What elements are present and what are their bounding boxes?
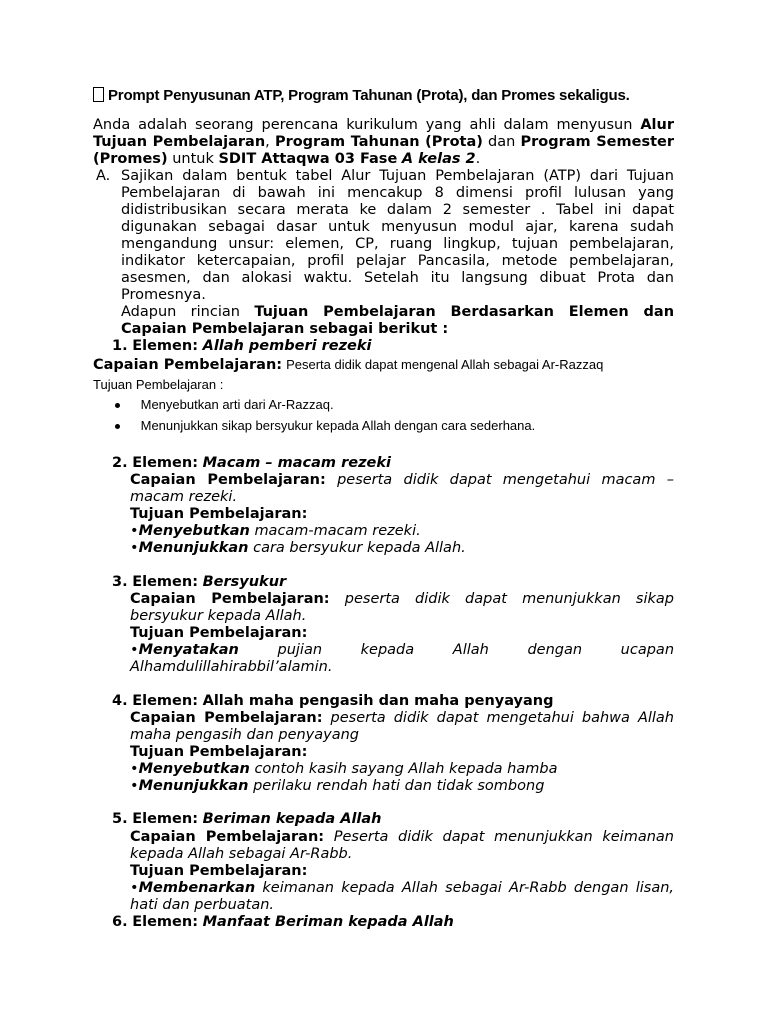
- elemen-4-prefix: Elemen:: [132, 693, 198, 709]
- intro-bold-4: SDIT Attaqwa 03 Fase: [218, 151, 398, 167]
- elemen-1-tp-item-1: [115, 397, 334, 413]
- elemen-4-tp-item-1: •Menyebutkan contoh kasih sayang Allah kepada hamba: [130, 761, 558, 777]
- elemen-3-number: 3.: [112, 574, 128, 590]
- section-a-adapun: [121, 304, 674, 338]
- intro-text-5: .: [475, 151, 481, 167]
- elemen-4-name: Allah maha pengasih dan maha penyayang: [202, 693, 554, 709]
- elemen-3-cp: [130, 591, 674, 625]
- elemen-1-tp-item-2: [115, 418, 535, 434]
- elemen-2-tp-item-2: •Menunjukkan cara bersyukur kepada Allah.: [130, 540, 466, 556]
- adapun-bold: Tujuan Pembelajaran Berdasarkan Elemen dan Capaian Pembelajaran sebagai berikut :: [121, 304, 675, 337]
- tp-rest: perilaku rendah hati dan tidak sombong: [253, 778, 545, 794]
- tp-rest: arti dari Ar-Razzaq.: [222, 397, 334, 412]
- elemen-5-number: 5.: [112, 811, 128, 827]
- elemen-2-heading: [112, 455, 391, 472]
- tp-label: Tujuan Pembelajaran:: [130, 863, 308, 879]
- intro-text-1: Anda adalah seorang perencana kurikulum yang ahli dalam menyusun: [93, 117, 633, 133]
- elemen-6-number: 6.: [112, 914, 128, 930]
- prompt-heading: [93, 87, 630, 104]
- elemen-4-number: 4.: [112, 693, 128, 709]
- tp-rest: cara bersyukur kepada Allah.: [253, 540, 466, 556]
- bullet-icon: [115, 403, 120, 408]
- elemen-1-heading: [112, 338, 372, 355]
- elemen-3-cp-text: peserta didik dapat menunjukkan sikap bersyukur kepada Allah.: [130, 591, 674, 624]
- elemen-2-prefix: Elemen:: [132, 455, 198, 471]
- tp-rest: pujian kepada Allah dengan ucapan Alhamdulillahirabbil’alamin.: [130, 642, 675, 675]
- elemen-3-heading: [112, 574, 286, 591]
- elemen-3-tp-label: [130, 625, 307, 642]
- intro-bold-1: Alur Tujuan Pembelajaran: [93, 117, 674, 150]
- adapun-text: Adapun rincian: [121, 304, 240, 320]
- elemen-3-cp-label: Capaian Pembelajaran:: [130, 591, 330, 607]
- elemen-2-tp-label: [130, 506, 307, 523]
- elemen-2-name: Macam – macam rezeki: [202, 455, 391, 471]
- tp-label: Tujuan Pembelajaran:: [130, 744, 308, 760]
- missing-glyph-icon: [93, 87, 104, 102]
- elemen-1-tp-label: Tujuan Pembelajaran :: [93, 377, 224, 392]
- tp-rest: macam-macam rezeki.: [254, 523, 421, 539]
- intro-text-4: untuk: [172, 151, 214, 167]
- elemen-4-cp: [130, 710, 674, 744]
- tp-verb: Menyebutkan: [138, 761, 250, 777]
- elemen-2-cp: [130, 472, 674, 506]
- bullet-icon: [115, 424, 120, 429]
- elemen-1-number: 1.: [112, 338, 128, 354]
- elemen-1-cp: [93, 356, 603, 374]
- intro-text-3: dan: [488, 134, 516, 150]
- elemen-4-heading: [112, 693, 554, 710]
- elemen-2-number: 2.: [112, 455, 128, 471]
- elemen-6-prefix: Elemen:: [132, 914, 198, 930]
- tp-verb: Menunjukkan: [138, 540, 249, 556]
- section-a-text: Sajikan dalam bentuk tabel Alur Tujuan Pembelajaran (ATP) dari Tujuan Pembelajaran di bawah ini mencakup 8 dimensi profil lulusan yang didistribusikan secara merata ke dalam 2 semester . Tabel ini dapat digunakan sebagai dasar untuk menyusun modul ajar, karena sudah mengandung unsur: elemen, CP, ruang lingkup, tujuan pembelajaran, indikator ketercapaian, profil pelajar Pancasila, metode pembelajaran, asesmen, dan alokasi waktu. Setelah itu langsung dibuat Prota dan Promesnya.: [121, 168, 674, 303]
- elemen-2-cp-text: peserta didik dapat mengetahui macam – macam rezeki.: [130, 472, 674, 505]
- elemen-2-tp-item-1: •Menyebutkan macam-macam rezeki.: [130, 523, 421, 539]
- prompt-heading-text: Prompt Penyusunan ATP, Program Tahunan (Prota), dan Promes sekaligus.: [108, 87, 630, 104]
- elemen-3-prefix: Elemen:: [132, 574, 198, 590]
- elemen-6-heading: [112, 914, 454, 931]
- elemen-5-name: Beriman kepada Allah: [202, 811, 382, 827]
- elemen-4-tp-label: [130, 744, 307, 761]
- intro-bold-2: Program Tahunan (Prota): [274, 134, 483, 150]
- elemen-4-tp-item-2: •Menunjukkan perilaku rendah hati dan tidak sombong: [130, 778, 545, 794]
- elemen-1-name: Allah pemberi rezeki: [202, 338, 372, 354]
- elemen-5-cp-label: Capaian Pembelajaran:: [130, 829, 325, 845]
- tp-verb: Menyebutkan: [138, 523, 250, 539]
- elemen-2-cp-label: Capaian Pembelajaran:: [130, 472, 326, 488]
- elemen-3-name: Bersyukur: [202, 574, 287, 590]
- elemen-6-name: Manfaat Beriman kepada Allah: [202, 914, 454, 930]
- elemen-3-tp-item-1: •Menyatakan pujian kepada Allah dengan ucapan Alhamdulillahirabbil’alamin.: [130, 642, 675, 675]
- section-a-marker: A.: [96, 168, 111, 184]
- tp-verb: Menyatakan: [138, 642, 239, 658]
- elemen-1-cp-label: Capaian Pembelajaran:: [93, 357, 283, 373]
- elemen-4-cp-label: Capaian Pembelajaran:: [130, 710, 323, 726]
- tp-rest: sikap bersyukur kepada Allah dengan cara sederhana.: [221, 418, 536, 433]
- elemen-5-tp-label: [130, 863, 307, 880]
- elemen-5-heading: [112, 811, 382, 828]
- tp-rest: keimanan kepada Allah sebagai Ar-Rabb dengan lisan, hati dan perbuatan.: [130, 880, 674, 913]
- elemen-5-cp: [130, 829, 674, 863]
- tp-verb: Menunjukkan: [138, 778, 249, 794]
- intro-text-2: ,: [265, 134, 270, 150]
- intro-bold-3: Program Semester (Promes): [93, 134, 675, 167]
- elemen-1-prefix: Elemen:: [132, 338, 198, 354]
- intro-bold-italic: A kelas 2: [401, 151, 476, 167]
- elemen-1-cp-text: Peserta didik dapat mengenal Allah sebagai Ar-Razzaq: [286, 357, 604, 372]
- tp-rest: contoh kasih sayang Allah kepada hamba: [254, 761, 558, 777]
- tp-verb: Menyebutkan: [140, 397, 219, 412]
- elemen-5-prefix: Elemen:: [132, 811, 198, 827]
- elemen-4-cp-text: peserta didik dapat mengetahui bahwa Allah maha pengasih dan penyayang: [130, 710, 674, 743]
- tp-label: Tujuan Pembelajaran:: [130, 506, 308, 522]
- tp-verb: Menunjukkan: [140, 418, 218, 433]
- tp-verb: Membenarkan: [138, 880, 256, 896]
- elemen-5-tp-item-1: •Membenarkan keimanan kepada Allah sebagai Ar-Rabb dengan lisan, hati dan perbuatan.: [130, 880, 674, 913]
- intro-paragraph: [93, 117, 674, 168]
- elemen-5-cp-text: Peserta didik dapat menunjukkan keimanan kepada Allah sebagai Ar-Rabb.: [130, 829, 674, 862]
- tp-label: Tujuan Pembelajaran:: [130, 625, 308, 641]
